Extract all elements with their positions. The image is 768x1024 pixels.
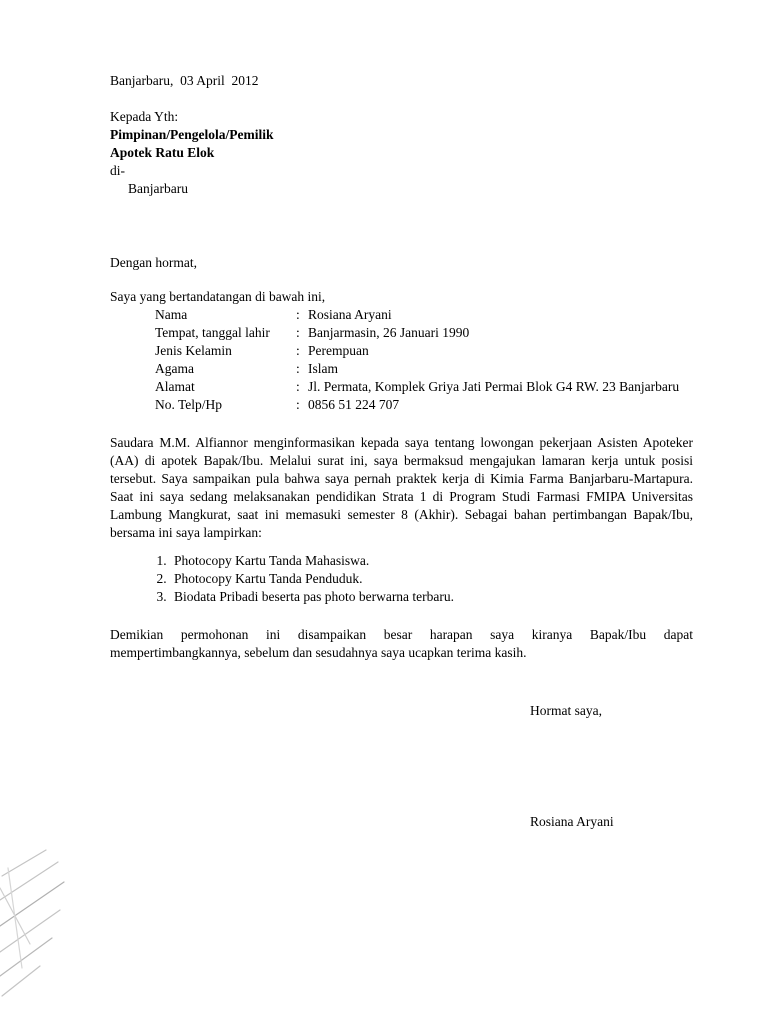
attachment-item: 3. Biodata Pribadi beserta pas photo berwarna terbaru. [170, 588, 693, 606]
recipient-salutation: Kepada Yth: [110, 109, 179, 124]
data-row-alamat [155, 378, 693, 396]
closing-paragraph: Demikian permohonan ini disampaikan besar harapan saya kiranya Bapak/Ibu dapat mempertimbangkannya, sebelum dan sesudahnya saya ucapkan terima kasih. [110, 627, 693, 660]
data-label: Jenis Kelamin [155, 343, 232, 358]
greeting: Dengan hormat, [110, 255, 197, 270]
data-value: Jl. Permata, Komplek Griya Jati Permai Blok G4 RW. 23 Banjarbaru [308, 379, 680, 394]
recipient-city: Banjarbaru [128, 181, 188, 196]
data-colon: : [296, 343, 300, 358]
data-colon: : [296, 325, 300, 340]
body-paragraph: Saudara M.M. Alfiannor menginformasikan kepada saya tentang lowongan pekerjaan Asisten Apoteker (AA) di apotek Bapak/Ibu. Melalui surat ini, saya bermaksud mengajukan lamaran kerja untuk posisi tersebut. Saya sampaikan pula bahwa saya pernah praktek kerja di Kimia Farma Banjarbaru-Martapura. Saat ini saya sedang melaksanakan pendidikan Strata 1 di Program Studi Farmasi FMIPA Universitas Lambung Mangkurat, saat ini memasuki semester 8 (Akhir). Sebagai bahan pertimbangan Bapak/Ibu, bersama ini saya lampirkan: [110, 435, 693, 540]
data-row-ttl [155, 324, 693, 342]
dateline: Banjarbaru, 03 April 2012 [110, 73, 259, 88]
data-label: Agama [155, 361, 194, 376]
data-label: No. Telp/Hp [155, 397, 223, 412]
data-row-telp [155, 396, 693, 414]
data-value: Perempuan [308, 343, 369, 358]
attachment-item: 2. Photocopy Kartu Tanda Penduduk. [170, 570, 693, 588]
data-colon: : [296, 379, 300, 394]
intro-line: Saya yang bertandatangan di bawah ini, [110, 289, 326, 304]
attachments-list [110, 552, 693, 606]
attachment-item: 1. Photocopy Kartu Tanda Mahasiswa. [170, 552, 693, 570]
scan-artifact-scribble [0, 848, 80, 998]
data-value: Islam [308, 361, 338, 376]
data-label: Nama [155, 307, 188, 322]
signoff-block [110, 702, 693, 831]
recipient-title: Pimpinan/Pengelola/Pemilik [110, 127, 274, 142]
data-value: Banjarmasin, 26 Januari 1990 [308, 325, 470, 340]
data-colon: : [296, 307, 300, 322]
data-value: Rosiana Aryani [308, 307, 392, 322]
personal-data-table [155, 306, 693, 414]
data-row-agama [155, 360, 693, 378]
recipient-block [110, 108, 693, 198]
data-row-nama [155, 306, 693, 324]
recipient-company: Apotek Ratu Elok [110, 145, 215, 160]
data-value: 0856 51 224 707 [308, 397, 400, 412]
data-label: Alamat [155, 379, 195, 394]
recipient-di: di- [110, 163, 125, 178]
signature-name: Rosiana Aryani [530, 814, 614, 829]
data-label: Tempat, tanggal lahir [155, 325, 270, 340]
data-row-jenis-kelamin [155, 342, 693, 360]
data-colon: : [296, 397, 300, 412]
signoff: Hormat saya, [530, 703, 602, 718]
data-colon: : [296, 361, 300, 376]
